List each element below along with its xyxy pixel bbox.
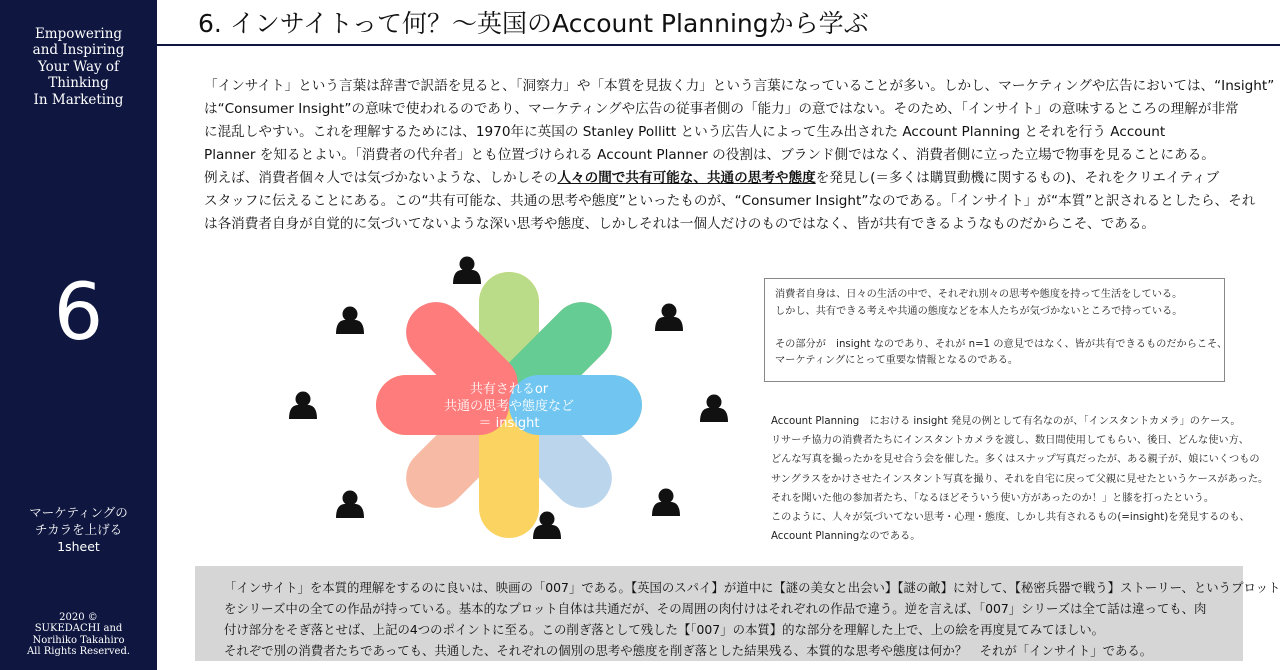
intro-line: は各消費者自身が自覚的に気づいてないような深い思考や態度、しかしそれは一個人だけのものではなく、皆が共有できるようなものだからこそ、である。 [204, 216, 1156, 232]
box-line: その部分が insight なのであり、それが n=1 の意見ではなく、皆が共有できるものだからこそ、 [775, 338, 1228, 350]
subtitle-line: 1sheet [57, 539, 100, 554]
tagline-line: Empowering [34, 26, 123, 42]
person-icon [453, 257, 481, 285]
person-icon [336, 491, 364, 519]
summary-line: 付け部分をそぎ落とせば、上記の4つのポイントに至る。この削ぎ落として残した【「007」の本質】的な部分を理解した上で、上の絵を再度見てみてほしい。 [224, 622, 1105, 637]
example-line: それを聞いた他の参加者たち、「なるほどそういう使い方があったのか！」と膝を打ったという。 [771, 492, 1215, 504]
intro-paragraph [204, 75, 1275, 236]
tagline-line: Thinking [48, 75, 109, 92]
intro-line: Planner を知るとよい。「消費者の代弁者」とも位置づけられる Account Planner の役割は、ブランド側ではなく、消費者側に立った立場で物事を見ることにある。 [204, 147, 1215, 163]
diagram-center-label: 共通の思考や態度など [443, 399, 575, 414]
intro-line: スタッフに伝えることにある。この“共有可能な、共通の思考や態度”といったものが、“Consumer Insight”なのである。「インサイト」が“本質”と訳されるとしたら、それ [204, 193, 1256, 209]
sidebar [0, 0, 157, 670]
example-line: サングラスをかけさせたインスタント写真を撮り、それを自宅に戻って父親に見せたというケースがあった。 [771, 473, 1269, 485]
title-divider [157, 44, 1280, 46]
intro-text: 例えば、消費者個々人では気づかないような、しかしその [204, 170, 558, 186]
intro-line: は“Consumer Insight”の意味で使われるのであり、マーケティングや広告の従事者側の「能力」の意ではない。そのため、「インサイト」の意味するところの理解が非常 [204, 101, 1239, 117]
explanation-box [764, 278, 1228, 382]
person-icon [336, 307, 364, 335]
summary-line: をシリーズ中の全ての作品が持っている。基本的なプロット自体は共通だが、その周囲の肉付けはそれぞれの作品で違う。逆を言えば、「007」シリーズは全て話は違っても、肉 [224, 601, 1207, 616]
person-icon [700, 395, 728, 423]
diagram-center-label: 共有されるor [469, 382, 549, 397]
box-line: マーケティングにとって重要な情報となるのである。 [775, 355, 1019, 366]
intro-text: を発見し(＝多くは購買動機に関するもの)、それをクリエイティブ [815, 170, 1220, 186]
tagline-line: Your Way of [37, 58, 120, 75]
copyright-line: 2020 © [59, 612, 98, 623]
example-line: Account Planningなのである。 [771, 531, 921, 543]
diagram-center-label: ＝ insight [478, 416, 540, 431]
copyright-line: Norihiko Takahiro [32, 634, 125, 646]
person-icon [652, 489, 680, 517]
example-line: どんな写真を撮ったかを見せ合う会を催した。多くはスナップ写真だったが、ある親子が、娘にいくつもの [771, 454, 1260, 466]
page-title: 6. インサイトって何？～英国のAccount Planningから学ぶ [198, 9, 869, 38]
example-line: Account Planning における insight 発見の例として有名なのが、「インスタントカメラ」のケース。 [771, 416, 1241, 427]
example-line: このように、人々が気づいてない思考・心理・態度、しかし共有されるもの(=insight)を発見するのも、 [771, 512, 1250, 524]
summary-line: それぞで別の消費者たちであっても、共通した、それぞれの個別の思考や態度を削ぎ落とした結果残る、本質的な思考や態度は何か？ それが「インサイト」である。 [224, 643, 1153, 658]
copyright-line: SUKEDACHI and [34, 623, 123, 635]
person-icon [289, 392, 317, 420]
intro-line [204, 167, 1244, 190]
box-line: 消費者自身は、日々の生活の中で、それぞれ別々の思考や態度を持って生活をしている。 [775, 289, 1183, 300]
tagline-line: In Marketing [33, 91, 124, 108]
box-line: しかし、共有できる考えや共通の態度などを本人たちが気づかないところで持っている。 [775, 305, 1183, 317]
summary-panel [195, 566, 1280, 661]
insight-diagram-svg [280, 250, 750, 545]
subtitle-line: チカラを上げる [34, 522, 123, 537]
person-icon [655, 304, 683, 332]
copyright-line: All Rights Reserved. [26, 645, 131, 657]
example-line: リサーチ協力の消費者たちにインスタントカメラを渡し、数日間使用してもらい、後日、どんな使い方、 [771, 435, 1249, 447]
tagline [0, 26, 157, 108]
summary-line: 「インサイト」を本質的理解をするのに良いは、映画の「007」である。【英国のスパイ】が道中に【謎の美女と出会い】【謎の敵】に対して、【秘密兵器で戦う】ストーリー、というプロット [224, 580, 1280, 595]
chapter-number: 6 [53, 268, 104, 358]
example-text [771, 412, 1269, 546]
copyright [0, 612, 157, 657]
intro-line: に混乱しやすい。これを理解するためには、1970年に英国の Stanley Pollitt という広告人によって生み出された Account Planning とそれを行う Account [204, 124, 1166, 140]
insight-diagram [280, 250, 750, 545]
subtitle-line: マーケティングの [29, 505, 128, 520]
sidebar-subtitle [0, 504, 157, 555]
emphasis-text: 人々の間で共有可能な、共通の思考や態度 [557, 170, 816, 186]
intro-line: 「インサイト」という言葉は辞書で訳語を見ると、「洞察力」や「本質を見抜く力」という言葉になっていることが多い。しかし、マーケティングや広告においては、“Insight” [204, 78, 1275, 94]
tagline-line: and Inspiring [32, 42, 125, 59]
